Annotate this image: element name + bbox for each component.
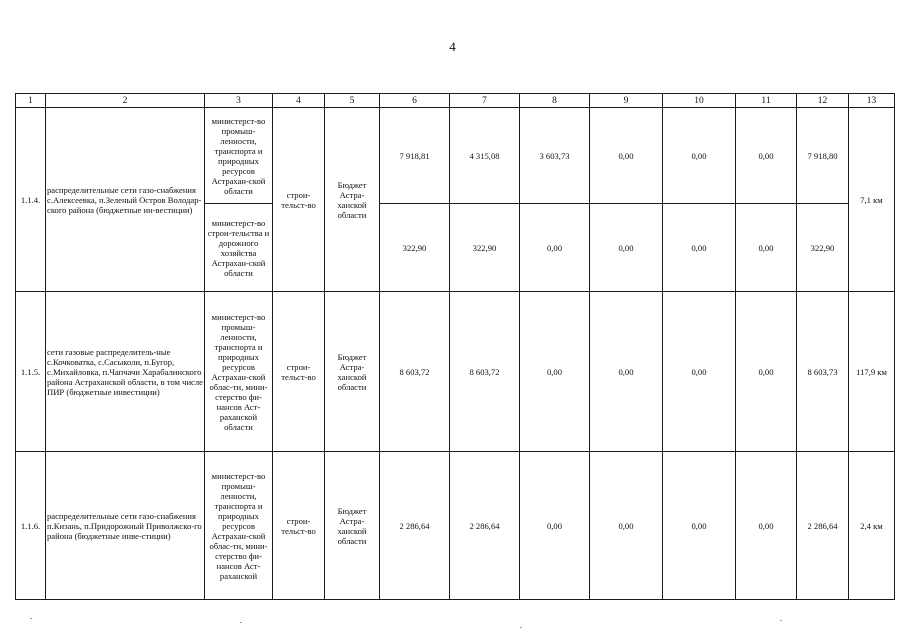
agency: министерст-во строи-тельства и дорожного хозяйства Астрахан-ской области — [205, 204, 273, 292]
value-cell: 0,00 — [520, 204, 590, 292]
column-header: 6 — [380, 94, 450, 108]
object-name: распределительные сети газо-снабжения с.Алексеевка, п.Зеленый Остров Володар-ского района (бюджетные ин-вестиции) — [46, 108, 205, 292]
value-cell: 322,90 — [450, 204, 520, 292]
column-header: 13 — [849, 94, 895, 108]
column-header: 7 — [450, 94, 520, 108]
agency: министерст-во промыш-ленности, транспорта и природных ресурсов Астрахан-ской облас-ти, мини-стерство фи-нансов Аст-раханской — [205, 452, 273, 600]
value-cell: 8 603,72 — [450, 292, 520, 452]
value-cell: 3 603,73 — [520, 108, 590, 204]
value-cell: 8 603,73 — [797, 292, 849, 452]
value-cell: 322,90 — [797, 204, 849, 292]
length-cell: 7,1 км — [849, 108, 895, 292]
funding-source: Бюджет Астра-ханской области — [325, 108, 380, 292]
column-header: 5 — [325, 94, 380, 108]
length-cell: 2,4 км — [849, 452, 895, 600]
scan-speck — [240, 622, 242, 623]
value-cell: 2 286,64 — [450, 452, 520, 600]
agency: министерст-во промыш-ленности, транспорта и природных ресурсов Астрахан-ской области — [205, 108, 273, 204]
value-cell: 0,00 — [663, 292, 736, 452]
column-header: 3 — [205, 94, 273, 108]
work-type: строи-тельст-во — [273, 452, 325, 600]
column-header: 10 — [663, 94, 736, 108]
length-cell: 117,9 км — [849, 292, 895, 452]
agency: министерст-во промыш-ленности, транспорта и природных ресурсов Астрахан-ской облас-ти, мини-стерство фи-нансов Аст-раханской области — [205, 292, 273, 452]
value-cell: 0,00 — [590, 204, 663, 292]
value-cell: 322,90 — [380, 204, 450, 292]
column-header: 11 — [736, 94, 797, 108]
funding-source: Бюджет Астра-ханской области — [325, 292, 380, 452]
value-cell: 7 918,80 — [797, 108, 849, 204]
value-cell: 0,00 — [736, 108, 797, 204]
value-cell: 0,00 — [663, 108, 736, 204]
page-number: 4 — [449, 39, 456, 54]
scan-speck — [520, 627, 522, 628]
value-cell: 8 603,72 — [380, 292, 450, 452]
value-cell: 0,00 — [590, 452, 663, 600]
row-number: 1.1.4. — [16, 108, 46, 292]
value-cell: 0,00 — [736, 452, 797, 600]
work-type: строи-тельст-во — [273, 292, 325, 452]
value-cell: 0,00 — [736, 292, 797, 452]
column-header: 9 — [590, 94, 663, 108]
value-cell: 0,00 — [663, 204, 736, 292]
column-header: 1 — [16, 94, 46, 108]
scan-speck — [30, 618, 32, 619]
value-cell: 0,00 — [520, 292, 590, 452]
column-header: 12 — [797, 94, 849, 108]
value-cell: 7 918,81 — [380, 108, 450, 204]
scan-speck — [780, 620, 782, 621]
table-row — [16, 108, 895, 204]
funding-source: Бюджет Астра-ханской области — [325, 452, 380, 600]
work-type: строи-тельст-во — [273, 108, 325, 292]
table-row — [16, 292, 895, 452]
column-number-row — [16, 94, 895, 108]
value-cell: 0,00 — [736, 204, 797, 292]
column-header: 4 — [273, 94, 325, 108]
column-header: 2 — [46, 94, 205, 108]
value-cell: 0,00 — [590, 292, 663, 452]
value-cell: 2 286,64 — [380, 452, 450, 600]
object-name: сети газовые распределитель-ные с.Кочковатка, с.Сасыколи, п.Бугор, с.Михайловка, п.Чапчачи Харабалинского района Астраханской области, в том числе ПИР (бюджетные инвестиции) — [46, 292, 205, 452]
row-number: 1.1.5. — [16, 292, 46, 452]
value-cell: 2 286,64 — [797, 452, 849, 600]
value-cell: 0,00 — [590, 108, 663, 204]
value-cell: 4 315,08 — [450, 108, 520, 204]
value-cell: 0,00 — [663, 452, 736, 600]
column-header: 8 — [520, 94, 590, 108]
value-cell: 0,00 — [520, 452, 590, 600]
row-number: 1.1.6. — [16, 452, 46, 600]
object-name: распределительные сети газо-снабжения п.Кизань, п.Придорожный Приволжско-го района (бюджетные инве-стиции) — [46, 452, 205, 600]
budget-table — [15, 93, 895, 600]
table-row — [16, 452, 895, 600]
